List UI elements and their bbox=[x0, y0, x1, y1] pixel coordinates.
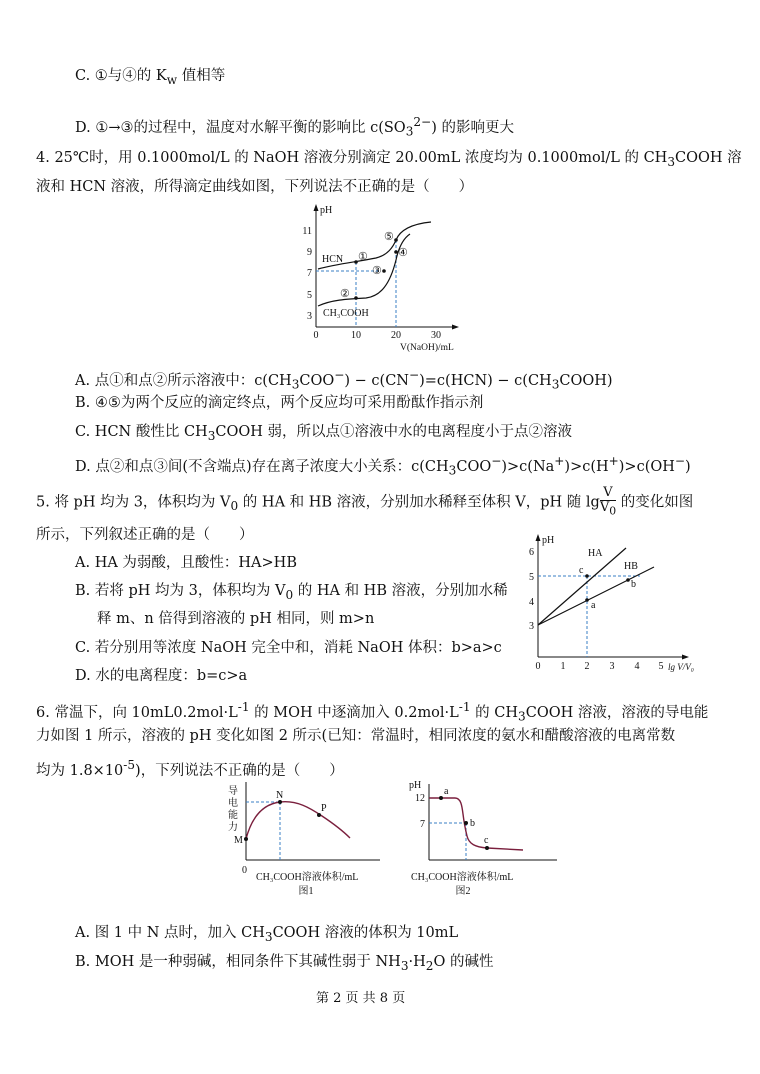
point-a: a bbox=[591, 600, 596, 611]
question-5-stem-line2: 所示，下列叙述正确的是（ ） bbox=[36, 527, 254, 543]
x-axis-label: CH₃COOH溶液体积/mL bbox=[411, 872, 514, 883]
figure-caption: 图1 bbox=[298, 886, 314, 897]
conductivity-figure bbox=[222, 776, 392, 906]
question-6-stem-line3: 均为 $1.8\times 10^{-5}$)，下列说法不正确的是（ ） bbox=[36, 758, 344, 779]
y-tick: 11 bbox=[302, 226, 312, 237]
y-tick: 6 bbox=[529, 547, 534, 558]
x-tick: 10 bbox=[351, 330, 361, 341]
q6-option-a: A. 图 1 中 N 点时，加入 $CH_3COOH$ 溶液的体积为 10mL bbox=[75, 925, 459, 944]
x-axis-label: CH₃COOH溶液体积/mL bbox=[256, 872, 359, 883]
figure-caption: 图2 bbox=[455, 886, 471, 897]
x-tick: 2 bbox=[584, 661, 590, 672]
x-tick: 5 bbox=[658, 661, 664, 672]
q5-option-a: A. HA 为弱酸，且酸性：HA>HB bbox=[75, 555, 297, 571]
point-n: N bbox=[276, 790, 284, 801]
point-c: c bbox=[579, 565, 584, 576]
x-axis-label: lg V/V₀ bbox=[668, 662, 694, 672]
x-tick: 4 bbox=[634, 661, 640, 672]
q4-option-d: D. 点②和点③间(不含端点)存在离子浓度大小关系：$c(CH_3COO^-)>c(Na^+)>c(H^+)>c(OH^-)$ bbox=[75, 454, 691, 478]
point-1: ① bbox=[358, 251, 368, 263]
q5-option-b-line2: 释 m、n 倍得到溶液的 pH 相同，则 m>n bbox=[97, 611, 375, 627]
y-label-char: 能 bbox=[228, 810, 238, 821]
question-4-stem-line1: 4. 25℃时，用 0.1000mol/L 的 NaOH 溶液分别滴定 20.00mL 浓度均为 0.1000mol/L 的 $CH_3COOH$ 溶 bbox=[36, 150, 742, 169]
x-axis-label: V(NaOH)/mL bbox=[400, 343, 454, 352]
y-axis-label: pH bbox=[409, 780, 422, 791]
option-c-kw: C. ①与④的 $K_w$ 值相等 bbox=[75, 68, 226, 87]
hcn-label: HCN bbox=[322, 254, 344, 265]
ha-label: HA bbox=[588, 548, 603, 559]
point-b: b bbox=[470, 818, 475, 829]
point-3: ③ bbox=[372, 265, 382, 277]
dilution-ph-figure bbox=[518, 532, 698, 682]
page-footer: 第 2 页 共 8 页 bbox=[316, 991, 406, 1006]
point-b: b bbox=[631, 579, 636, 590]
acetic-label: CH₃COOH bbox=[323, 308, 369, 319]
q4-option-b: B. ④⑤为两个反应的滴定终点，两个反应均可采用酚酞作指示剂 bbox=[75, 395, 484, 411]
y-tick: 9 bbox=[307, 247, 312, 258]
q5-option-c: C. 若分别用等浓度 NaOH 完全中和，消耗 NaOH 体积：b>a>c bbox=[75, 640, 502, 656]
x-tick: 0 bbox=[535, 661, 541, 672]
y-label-char: 导 bbox=[228, 786, 238, 797]
point-c: c bbox=[484, 835, 489, 846]
point-2: ② bbox=[340, 288, 350, 300]
question-6-stem-line1: 6. 常温下，向 $10mL0.2mol\cdot L^{-1}$ 的 MOH 中逐滴加入 $0.2mol\cdot L^{-1}$ 的 $CH_3COOH$ 溶液，溶液的导电能 bbox=[36, 700, 709, 724]
y-axis-label: pH bbox=[320, 205, 333, 216]
y-tick: 3 bbox=[529, 621, 534, 632]
q6-option-b: B. MOH 是一种弱碱，相同条件下其碱性弱于 $NH_3\cdot H_2O$ 的碱性 bbox=[75, 954, 494, 973]
y-label-char: 电 bbox=[228, 798, 238, 809]
ph-titration-figure bbox=[405, 776, 575, 906]
x-tick: 30 bbox=[431, 330, 441, 341]
q4-option-a: A. 点①和点②所示溶液中：$c(CH_3COO^-) - c(CN^-)=c(HCN)$ − $c(CH_3COOH)$ bbox=[75, 368, 613, 392]
question-5-stem-line1: 5. 将 pH 均为 3，体积均为 $V_0$ 的 HA 和 HB 溶液，分别加水稀释至体积 V，pH 随 lg $\frac{V}{V_0}$ 的变化如图 bbox=[36, 485, 694, 518]
y-tick-7: 7 bbox=[420, 819, 425, 830]
x-tick: 0 bbox=[313, 330, 319, 341]
option-d-temperature: D. ①→③的过程中，温度对水解平衡的影响比 $c(SO_3^{2-})$ 的影响更大 bbox=[75, 115, 514, 139]
titration-curve-figure bbox=[296, 202, 466, 352]
question-6-stem-line2: 力如图 1 所示，溶液的 pH 变化如图 2 所示(已知：常温时，相同浓度的氨水和醋酸溶液的电离常数 bbox=[36, 728, 676, 744]
q4-option-c: C. HCN 酸性比 $CH_3COOH$ 弱，所以点①溶液中水的电离程度小于点②溶液 bbox=[75, 424, 572, 443]
x-tick: 1 bbox=[560, 661, 566, 672]
y-tick-12: 12 bbox=[415, 793, 425, 804]
q5-option-b-line1: B. 若将 pH 均为 3，体积均为 $V_0$ 的 HA 和 HB 溶液，分别加水稀 bbox=[75, 583, 508, 602]
point-a: a bbox=[444, 786, 449, 797]
x-tick: 3 bbox=[609, 661, 615, 672]
y-tick: 3 bbox=[307, 311, 312, 322]
origin-label: 0 bbox=[242, 865, 247, 876]
q5-option-d: D. 水的电离程度：b=c>a bbox=[75, 668, 248, 684]
point-p: P bbox=[321, 803, 327, 814]
point-4: ④ bbox=[398, 247, 408, 259]
point-m: M bbox=[234, 835, 243, 846]
y-tick: 7 bbox=[307, 268, 312, 279]
x-tick: 20 bbox=[391, 330, 401, 341]
y-axis-label: pH bbox=[542, 535, 555, 546]
y-tick: 5 bbox=[529, 572, 534, 583]
hb-label: HB bbox=[624, 561, 638, 572]
point-5: ⑤ bbox=[384, 231, 394, 243]
y-tick: 5 bbox=[307, 290, 312, 301]
question-4-stem-line2: 液和 HCN 溶液，所得滴定曲线如图，下列说法不正确的是（ ） bbox=[36, 179, 474, 195]
y-label-char: 力 bbox=[228, 822, 238, 833]
y-tick: 4 bbox=[529, 597, 534, 608]
